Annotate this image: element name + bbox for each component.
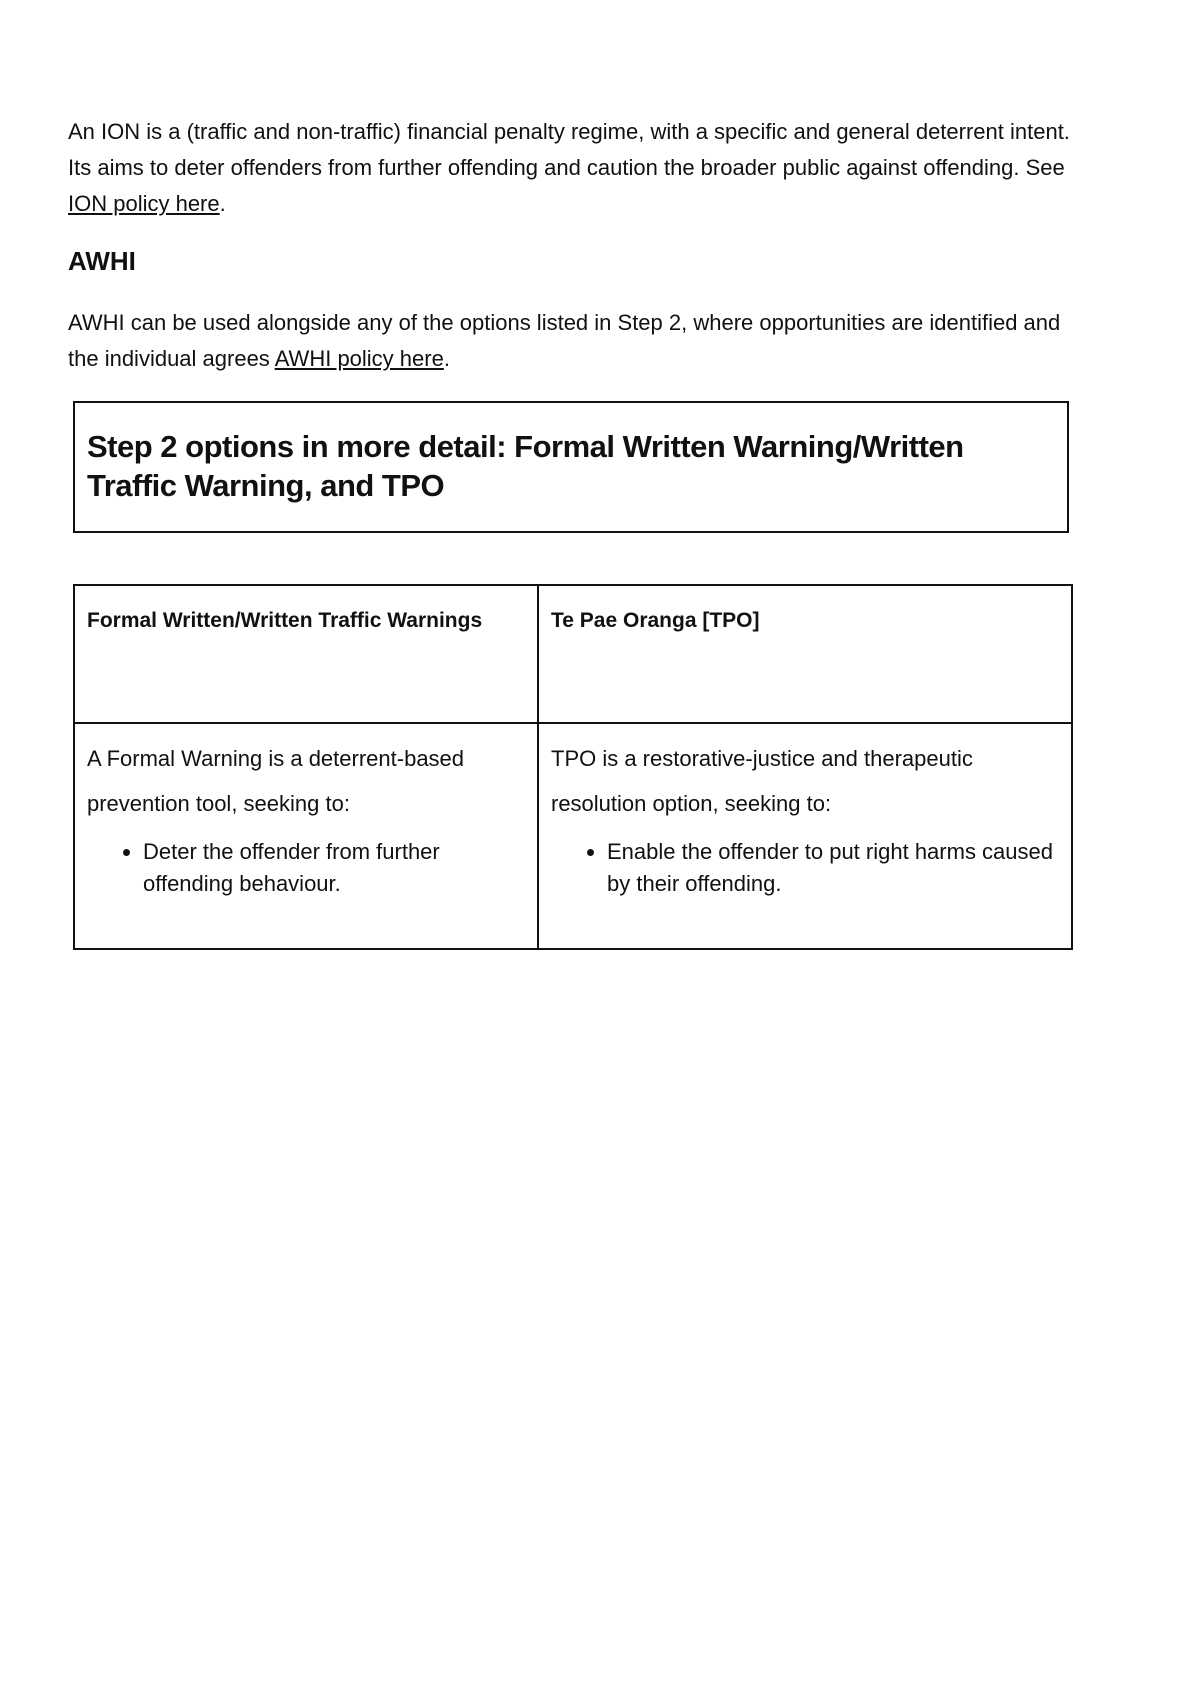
- awhi-heading: AWHI: [68, 246, 136, 276]
- cell-intro: TPO is a restorative-justice and therapeutic resolution option, seeking to:: [551, 746, 973, 816]
- cell-tpo: [538, 723, 1072, 949]
- header-tpo: Te Pae Oranga [TPO]: [538, 585, 1072, 723]
- cell-formal-warnings: [74, 723, 538, 949]
- header-formal-warnings: Formal Written/Written Traffic Warnings: [74, 585, 538, 723]
- list-item: • Enable the offender to put right harms caused by their offending.: [607, 836, 1059, 900]
- ion-end: .: [219, 191, 226, 216]
- list-item: • Deter the offender from further offending behaviour.: [143, 836, 525, 900]
- awhi-text: AWHI can be used alongside any of the options listed in Step 2, where opportunities are identified and the individual agrees: [68, 310, 1061, 371]
- step2-heading-box: [73, 401, 1069, 533]
- awhi-end: .: [443, 346, 450, 371]
- awhi-policy-link[interactable]: AWHI policy here: [274, 346, 444, 371]
- ion-policy-link[interactable]: ION policy here: [68, 191, 220, 216]
- step2-heading: Step 2 options in more detail: Formal Written Warning/Written Traffic Warning, and TPO: [87, 429, 964, 503]
- awhi-paragraph: [68, 305, 1088, 377]
- options-table: [73, 584, 1073, 950]
- ion-text: An ION is a (traffic and non-traffic) financial penalty regime, with a specific and general deterrent intent. Its aims to deter offenders from further offending and caution the broader public against offending. See: [68, 119, 1070, 180]
- bullet-list: [87, 836, 525, 900]
- table-row: [74, 723, 1072, 949]
- ion-paragraph: [68, 114, 1088, 222]
- cell-intro: A Formal Warning is a deterrent-based prevention tool, seeking to:: [87, 746, 465, 816]
- table-header-row: [74, 585, 1072, 723]
- bullet-list: [551, 836, 1059, 900]
